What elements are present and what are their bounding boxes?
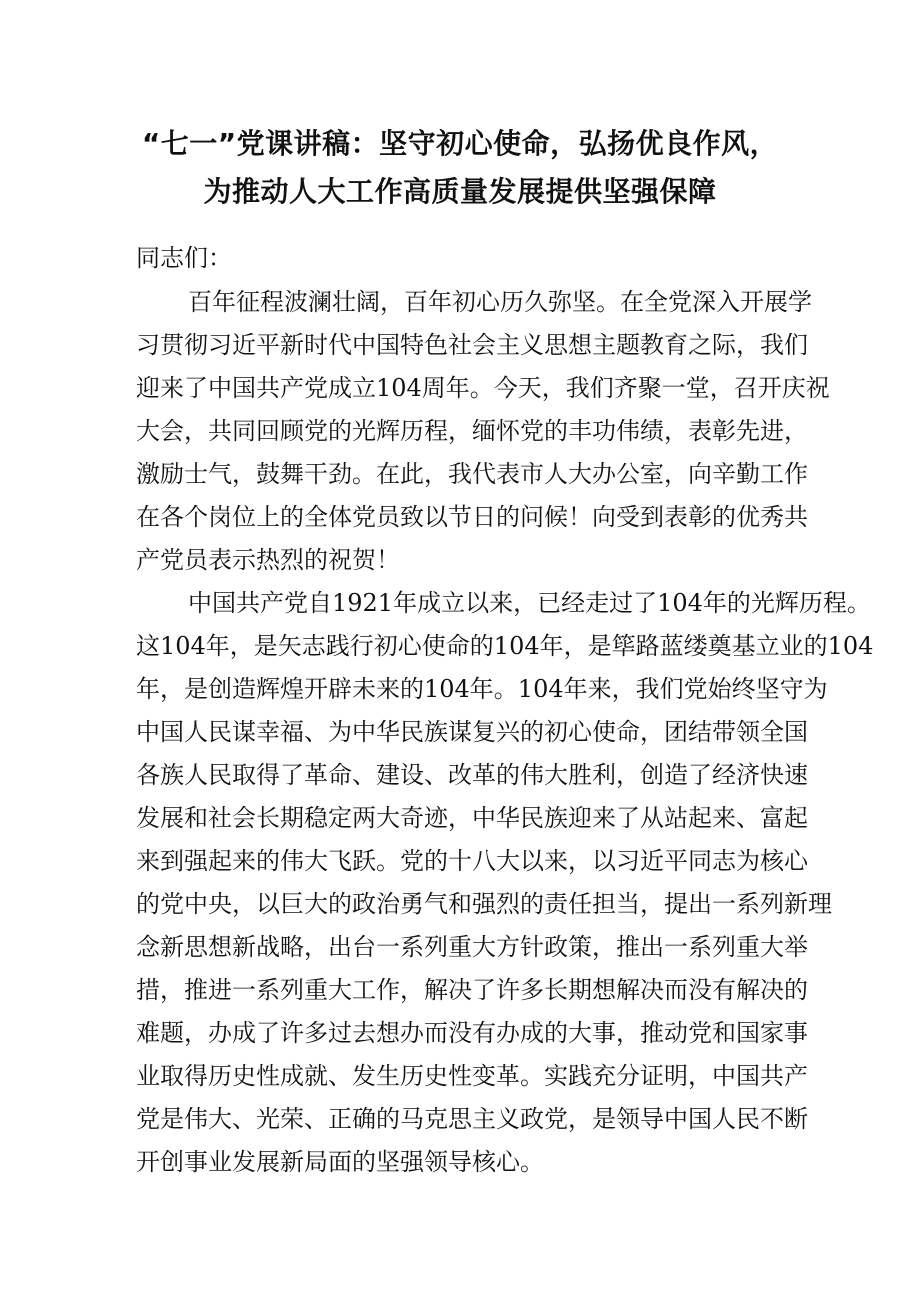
paragraph-1-line: 大会，共同回顾党的光辉历程，缅怀党的丰功伟绩，表彰先进， bbox=[136, 417, 808, 445]
paragraph-1-line: 百年征程波澜壮阔，百年初心历久弥坚。在全党深入开展学 bbox=[188, 288, 812, 316]
document-title-line-2: 为推动人大工作高质量发展提供坚强保障 bbox=[203, 175, 717, 208]
paragraph-1-line: 迎来了中国共产党成立104周年。今天，我们齐聚一堂，召开庆祝 bbox=[136, 374, 830, 402]
paragraph-1-line: 习贯彻习近平新时代中国特色社会主义思想主题教育之际，我们 bbox=[136, 331, 808, 359]
paragraph-2-line: 措，推进一系列重大工作，解决了许多长期想解决而没有解决的 bbox=[136, 976, 808, 1004]
paragraph-2-line: 来到强起来的伟大飞跃。党的十八大以来，以习近平同志为核心 bbox=[136, 847, 808, 875]
paragraph-2-line: 党是伟大、光荣、正确的马克思主义政党，是领导中国人民不断 bbox=[136, 1105, 808, 1133]
paragraph-2-line: 中国共产党自1921年成立以来，已经走过了104年的光辉历程。 bbox=[188, 589, 871, 617]
salutation: 同志们： bbox=[136, 244, 232, 272]
paragraph-2-line: 念新思想新战略，出台一系列重大方针政策，推出一系列重大举 bbox=[136, 933, 808, 961]
paragraph-1-line: 在各个岗位上的全体党员致以节日的问候！向受到表彰的优秀共 bbox=[136, 503, 808, 531]
paragraph-2-line: 业取得历史性成就、发生历史性变革。实践充分证明，中国共产 bbox=[136, 1062, 808, 1090]
paragraph-1-line: 产党员表示热烈的祝贺！ bbox=[136, 546, 400, 574]
paragraph-2-line: 中国人民谋幸福、为中华民族谋复兴的初心使命，团结带领全国 bbox=[136, 718, 808, 746]
paragraph-2-line: 开创事业发展新局面的坚强领导核心。 bbox=[136, 1148, 544, 1176]
paragraph-2-line: 发展和社会长期稳定两大奇迹，中华民族迎来了从站起来、富起 bbox=[136, 804, 808, 832]
paragraph-2-line: 年，是创造辉煌开辟未来的104年。104年来，我们党始终坚守为 bbox=[136, 675, 828, 703]
paragraph-1-line: 激励士气，鼓舞干劲。在此，我代表市人大办公室，向辛勤工作 bbox=[136, 460, 808, 488]
paragraph-2-line: 各族人民取得了革命、建设、改革的伟大胜利，创造了经济快速 bbox=[136, 761, 808, 789]
paragraph-2-line: 这104年，是矢志践行初心使命的104年，是筚路蓝缕奠基立业的104 bbox=[136, 632, 874, 660]
document-title-line-1: “七一”党课讲稿：坚守初心使命，弘扬优良作风， bbox=[141, 127, 779, 160]
paragraph-2-line: 的党中央，以巨大的政治勇气和强烈的责任担当，提出一系列新理 bbox=[136, 890, 832, 918]
paragraph-2-line: 难题，办成了许多过去想办而没有办成的大事，推动党和国家事 bbox=[136, 1019, 808, 1047]
